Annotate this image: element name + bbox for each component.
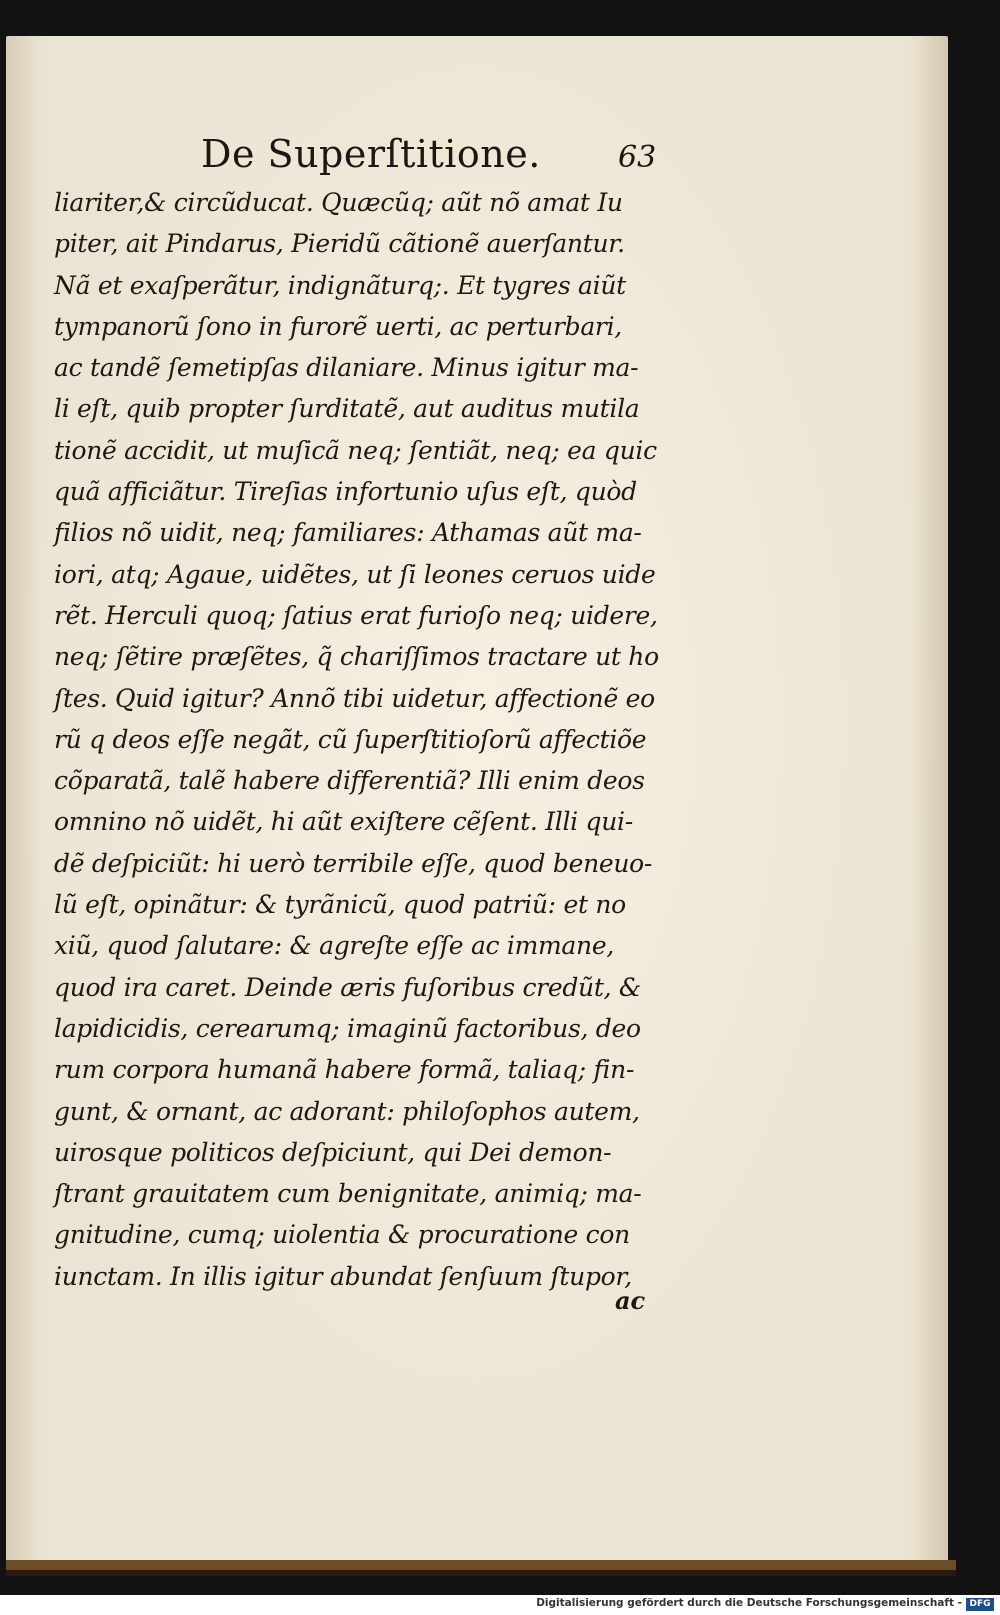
text-line: cõparatã, talẽ habere differentiã? Illi enim deos [54, 766, 645, 796]
text-line: ac tandẽ ſemetipſas dilaniare. Minus igitur ma- [54, 353, 639, 383]
text-line: neq; ſẽtire præſẽtes, q̃ chariſſimos tractare ut ho [54, 642, 659, 672]
text-line: tympanorũ ſono in furorẽ uerti, ac perturbari, [54, 311, 622, 341]
text-line: rũ q deos eſſe negãt, cũ ſuperſtitioſorũ affectiõe [54, 724, 647, 754]
book-page [6, 36, 948, 1564]
text-line: lũ eſt, opinãtur: & tyrãnicũ, quod patriũ: et no [54, 890, 626, 920]
text-line: rẽt. Herculi quoq; ſatius erat furioſo neq; uidere, [54, 600, 658, 630]
text-line: Nã et exaſperãtur, indignãturq;. Et tygres aiũt [54, 270, 626, 300]
text-line: ſtes. Quid igitur? Annõ tibi uidetur, affectionẽ eo [54, 683, 655, 713]
text-line: ſtrant grauitatem cum benignitate, animiq; ma- [54, 1179, 642, 1209]
text-line: rum corpora humanã habere formã, taliaq; fin- [54, 1055, 635, 1085]
text-line: quã afficiãtur. Tireſias infortunio uſus eſt, quòd [54, 477, 637, 507]
dfg-logo: DFG [966, 1598, 994, 1611]
text-line: liariter,& circũducat. Quæcũq; aũt nõ amat Iu [54, 188, 623, 217]
text-line: filios nõ uidit, neq; familiares: Athamas aũt ma- [54, 518, 642, 548]
text-line: uirosque politicos deſpiciunt, qui Dei demon- [54, 1137, 612, 1167]
text-line: xiũ, quod ſalutare: & agreſte eſſe ac immane, [54, 931, 614, 961]
text-line: quod ira caret. Deinde æris fuſoribus credũt, & [54, 972, 641, 1002]
funding-credit: Digitalisierung gefördert durch die Deutsche Forschungsgemeinschaft - [536, 1597, 962, 1609]
running-head: De Superſtitione. [201, 132, 541, 176]
text-line: gnitudine, cumq; uiolentia & procuratione con [54, 1220, 630, 1250]
body-text [54, 182, 659, 1297]
text-line: iori, atq; Agaue, uidẽtes, ut ſi leones ceruos uide [54, 559, 656, 589]
text-line: gunt, & ornant, ac adorant: philoſophos autem, [54, 1096, 640, 1126]
page-edge-shadow [6, 1570, 956, 1576]
page-edge [6, 1560, 956, 1570]
text-line: piter, ait Pindarus, Pieridũ cãtionẽ auerſantur. [54, 229, 625, 259]
catchword: ac [615, 1286, 646, 1315]
text-line: dẽ deſpiciũt: hi uerò terribile eſſe, quod beneuo- [54, 848, 653, 878]
text-line: iunctam. In illis igitur abundat ſenſuum ſtupor, [54, 1261, 632, 1291]
text-line: omnino nõ uidẽt, hi aũt exiſtere cẽſent. Illi qui- [54, 807, 633, 837]
digitization-footer [0, 1595, 1000, 1615]
page-header [6, 132, 948, 182]
text-line: li eſt, quib propter ſurditatẽ, aut auditus mutila [54, 394, 640, 424]
text-line: tionẽ accidit, ut muſicã neq; ſentiãt, neq; ea quic [54, 435, 657, 465]
text-line: lapidicidis, cerearumq; imaginũ factoribus, deo [54, 1013, 641, 1043]
page-number: 63 [618, 140, 657, 175]
